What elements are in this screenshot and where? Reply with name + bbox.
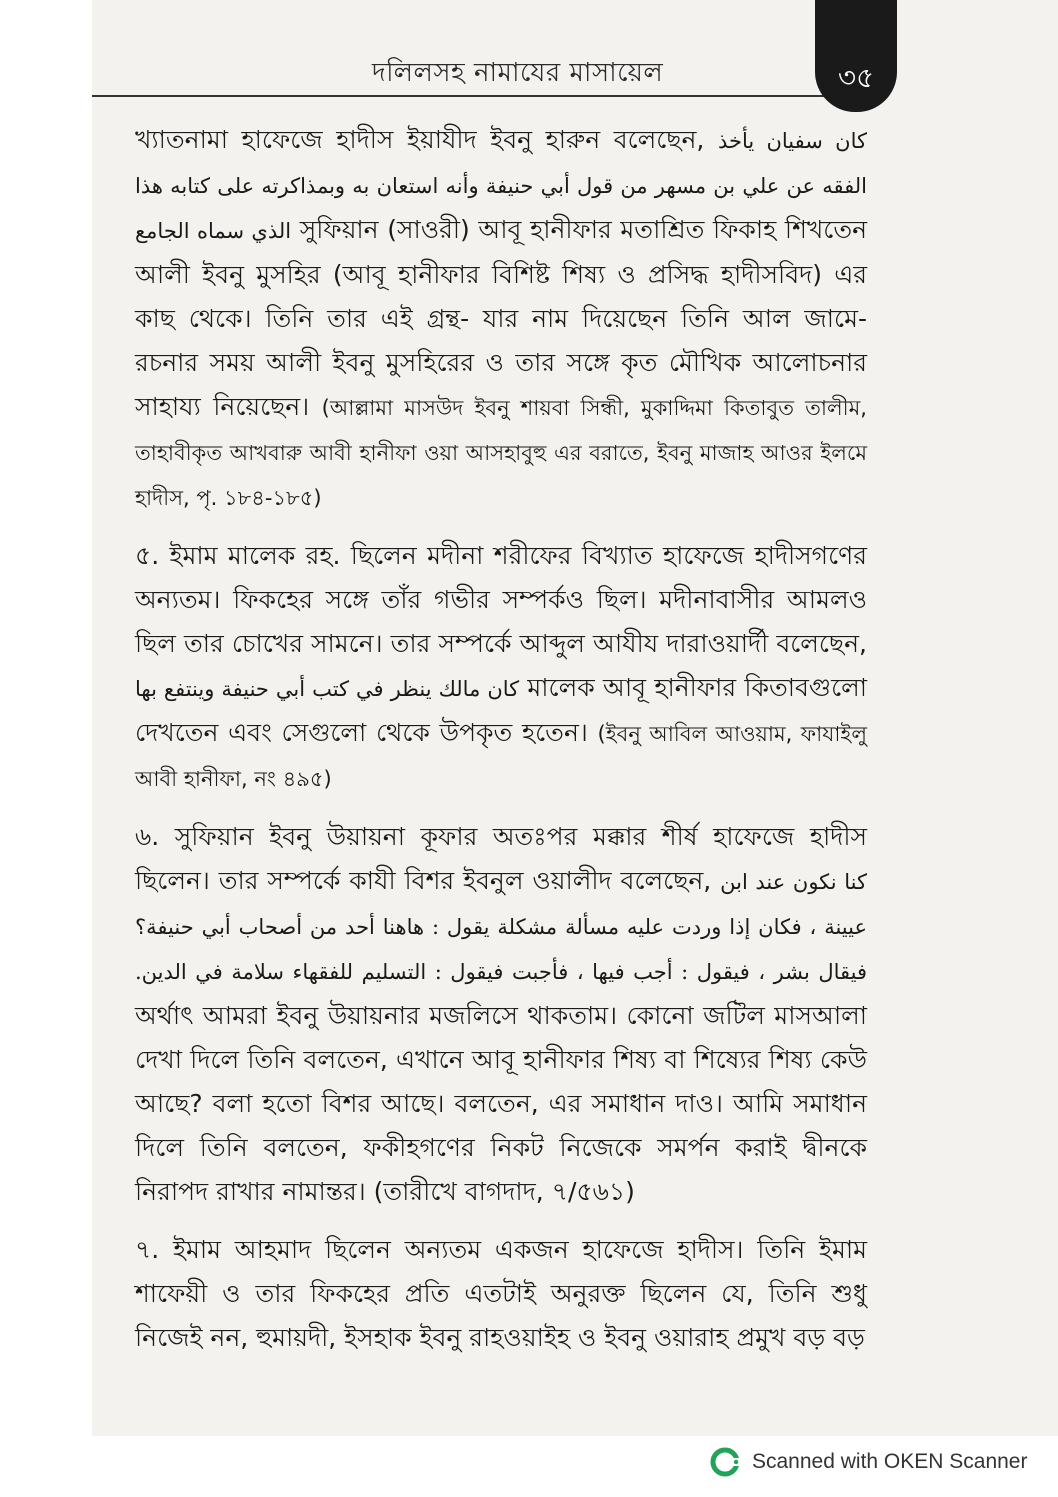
watermark-text: Scanned with OKEN Scanner: [752, 1450, 1028, 1473]
paragraph-intro: [135, 118, 867, 520]
paragraph-7: [135, 1228, 867, 1360]
paragraph-6: [135, 815, 867, 1214]
paragraph-text-continued: অর্থাৎ আমরা ইবনু উয়ায়নার মজলিসে থাকতাম। কোনো জটিল মাসআলা দেখা দিলে তিনি বলতেন, এখানে আবূ হানীফার শিষ্য বা শিষ্যের শিষ্য কেউ আছে? বলা হতো বিশর আছে। বলতেন, এর সমাধান দাও। আমি সমাধান দিলে তিনি বলতেন, ফকীহগণের নিকট নিজেকে সমর্পন করাই দ্বীনকে নিরাপদ রাখার নামান্তর। (তারীখে বাগদাদ, ৭/৫৬১): [135, 1001, 867, 1206]
paragraph-5: [135, 534, 867, 801]
oken-scanner-logo-icon: [710, 1447, 740, 1477]
arabic-quote: كنا نكون عند ابن عيينة ، فكان إذا وردت عليه مسألة مشكلة يقول : هاهنا أحد من أصحاب أبي حنيفة؟ فيقال بشر ، فيقول : أجب فيها ، فأجبت فيقول : التسليم للفقهاء سلامة في الدين.: [135, 870, 867, 984]
page-body: [135, 118, 867, 1360]
paragraph-text-continued: সুফিয়ান (সাওরী) আবূ হানীফার মতাশ্রিত ফিকাহ শিখতেন আলী ইবনু মুসহির (আবূ হানীফার বিশিষ্ট শিষ্য ও প্রসিদ্ধ হাদীসবিদ) এর কাছ থেকে। তিনি তার এই গ্রন্থ- যার নাম দিয়েছেন তিনি আল জামে- রচনার সময় আলী ইবনু মুসহিরের ও তার সঙ্গে কৃত মৌখিক আলোচনার সাহায্য নিয়েছেন।: [135, 215, 868, 421]
arabic-quote: كان مالك ينظر في كتب أبي حنيفة وينتفع بها: [135, 677, 520, 701]
page-number: ৩৫: [822, 56, 890, 102]
paragraph-text: ৬. সুফিয়ান ইবনু উয়ায়না কূফার অতঃপর মক্কার শীর্ষ হাফেজে হাদীস ছিলেন। তার সম্পর্কে কাযী বিশর ইবনুল ওয়ালীদ বলেছেন,: [135, 822, 867, 895]
citation: (আল্লামা মাসউদ ইবনু শায়বা সিন্ধী, মুকাদ্দিমা কিতাবুত তালীম, তাহাবীকৃত আখবারু আবী হানীফা ওয়া আসহাবুহু এর বরাতে, ইবনু মাজাহ আওর ইলমে হাদীস, পৃ. ১৮৪-১৮৫): [135, 396, 867, 510]
scanner-watermark: [710, 1447, 1027, 1477]
running-header-title: দলিলসহ নামাযের মাসায়েল: [372, 58, 664, 88]
header-divider: [92, 95, 837, 97]
paragraph-text: ৫. ইমাম মালেক রহ. ছিলেন মদীনা শরীফের বিখ্যাত হাফেজে হাদীসগণের অন্যতম। ফিকহের সঙ্গে তাঁর গভীর সম্পর্কও ছিল। মদীনাবাসীর আমলও ছিল তার চোখের সামনে। তার সম্পর্কে আব্দুল আযীয দারাওয়ার্দী বলেছেন,: [135, 541, 867, 658]
paragraph-text-continued: মালেক আবূ হানীফার কিতাবগুলো দেখতেন এবং সেগুলো থেকে উপকৃত হতেন।: [135, 673, 867, 747]
paragraph-text: খ্যাতনামা হাফেজে হাদীস ইয়াযীদ ইবনু হারুন বলেছেন,: [135, 125, 718, 154]
citation: (ইবনু আবিল আওয়াম, ফাযাইলু আবী হানীফা, নং ৪৯৫): [135, 722, 867, 791]
paragraph-text: ৭. ইমাম আহমাদ ছিলেন অন্যতম একজন হাফেজে হাদীস। তিনি ইমাম শাফেয়ী ও তার ফিকহের প্রতি এতটাই অনুরক্ত ছিলেন যে, তিনি শুধু নিজেই নন, হুমায়দী, ইসহাক ইবনু রাহওয়াইহ ও ইবনু ওয়ারাহ প্রমুখ বড় বড়: [135, 1235, 867, 1352]
arabic-quote: كان سفيان يأخذ الفقه عن علي بن مسهر من قول أبي حنيفة وأنه استعان به وبمذاكرته على كتابه هذا الذي سماه الجامع: [135, 129, 867, 243]
